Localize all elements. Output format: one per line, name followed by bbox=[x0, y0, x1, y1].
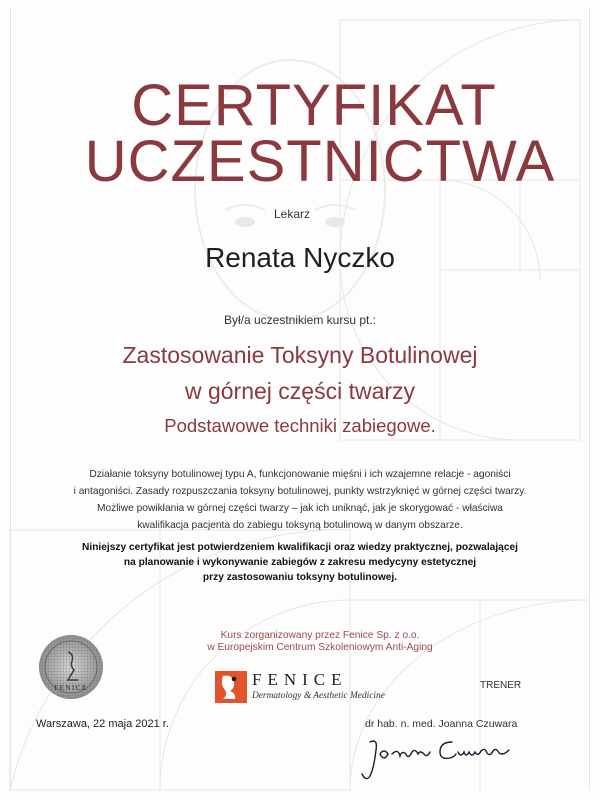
place-date: Warszawa, 22 maja 2021 r. bbox=[36, 718, 169, 730]
trainer-label: TRENER bbox=[480, 680, 522, 691]
organizer-line-1: Kurs zorganizowany przez Fenice Sp. z o.o. bbox=[220, 630, 420, 641]
description-line: kwalifikacja pacjenta do zabiegu toksyną botulinową w danym obszarze. bbox=[137, 520, 463, 531]
confirmation-line: Niniejszy certyfikat jest potwierdzeniem kwalifikacji oraz wiedzy praktycznej, pozwalającej bbox=[82, 542, 518, 553]
description-line: Możliwe powikłania w górnej części twarzy – jak ich uniknąć, jak je skorygować - właściwa bbox=[97, 503, 503, 514]
fenice-logo bbox=[214, 670, 385, 704]
organizer-info bbox=[20, 630, 600, 654]
participation-text: Był/a uczestnikiem kursu pt.: bbox=[223, 313, 377, 327]
seal-text: FENICE bbox=[54, 684, 88, 692]
course-title-line-2: w górnej części twarzy bbox=[184, 378, 416, 404]
course-title-line-1: Zastosowanie Toksyny Botulinowej bbox=[122, 342, 478, 368]
organizer-line-2: w Europejskim Centrum Szkoleniowym Anti-Aging bbox=[207, 642, 433, 653]
description-line: i antagoniści. Zasady rozpuszczania toksyny botulinowej, punkty wstrzyknięć w górnej części twarzy. bbox=[73, 486, 527, 497]
title-line-2: UCZESTNICTWA bbox=[84, 129, 556, 194]
signature bbox=[360, 728, 560, 788]
brand-tagline: Dermatology & Aesthetic Medicine bbox=[252, 691, 385, 701]
confirmation-statement bbox=[0, 540, 600, 585]
confirmation-line: na planowanie i wykonywanie zabiegów z zakresu medycyny estetycznej bbox=[123, 557, 477, 568]
hologram-seal-icon bbox=[38, 634, 104, 700]
description-line: Działanie toksyny botulinowej typu A, funkcjonowanie mięśni i ich wzajemne relacje - agoniści bbox=[89, 469, 511, 480]
confirmation-line: przy zastosowaniu toksyny botulinowej. bbox=[202, 572, 398, 583]
trainer-name: dr hab. n. med. Joanna Czuwara bbox=[365, 718, 518, 730]
fenice-mark-icon bbox=[214, 670, 248, 704]
brand-name: FENICE bbox=[252, 670, 348, 689]
participant-name: Renata Nyczko bbox=[205, 242, 395, 273]
title-line-1: CERTYFIKAT bbox=[131, 73, 497, 138]
role-label: Lekarz bbox=[273, 207, 311, 221]
course-description bbox=[0, 466, 600, 534]
course-subtitle: Podstawowe techniki zabiegowe. bbox=[164, 415, 436, 436]
